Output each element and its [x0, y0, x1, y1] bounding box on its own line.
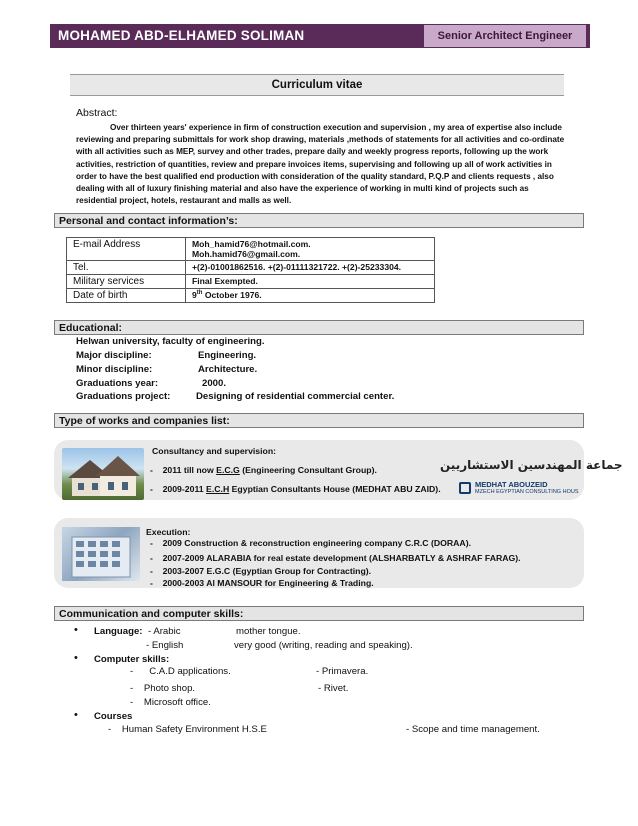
house-photo [62, 448, 144, 500]
bullet: • [74, 624, 78, 636]
language-name: - English [146, 640, 184, 651]
item-text: 2000-2003 Al MANSOUR for Engineering & Trading. [162, 578, 374, 588]
course-item: - Human Safety Environment H.S.E [108, 724, 267, 735]
item-text: 2003-2007 E.G.C (Egyptian Group for Contracting). [162, 566, 372, 576]
skill-item: - Rivet. [318, 683, 349, 694]
section-education: Educational: [54, 320, 584, 335]
list-item: - 2003-2007 E.G.C (Egyptian Group for Contracting). [150, 566, 372, 576]
language-level: very good (writing, reading and speaking). [234, 640, 413, 651]
table-row [67, 238, 435, 261]
building-photo [62, 527, 140, 581]
abstract-label: Abstract: [76, 107, 118, 119]
section-communication: Communication and computer skills: [54, 606, 584, 621]
ecg-logo: جماعة المهندسين الاستشاريين [440, 458, 623, 472]
abstract-text: Over thirteen years' experience in firm of construction execution and supervision , my area of expertise also include reviewing and preparing submittals for work shop drawing, materials ,methods of statements for all activities and co-ordinate with all activities such as MEP, survey and other trades, prepare daily and weekly progress reports, following up the work activities, restriction of quantities, review and prepare invoices items, supervising and following up all of work activities in order to have the best qualified end production with consideration of the quality standard, P.Q.P and clients requests , also dealing with all of luxury finishing material and also have the experience of working in multi kind of projects such as residential project, hotels, restaurant and malls as well. [76, 123, 565, 206]
course-text: Human Safety Environment H.S.E [121, 724, 267, 735]
dash: - [150, 465, 153, 475]
list-item [150, 465, 377, 475]
ech-logo-sub: MZECH EGYPTIAN CONSULTING HOUS [475, 489, 579, 495]
skill-item: - Primavera. [316, 666, 369, 677]
section-personal: Personal and contact information’s: [54, 213, 584, 228]
tel-value: +(2)-01001862516. +(2)-01111321722. +(2)-25233304. [186, 261, 435, 275]
email-key: E-mail Address [67, 238, 186, 261]
email-value [186, 238, 435, 261]
company-abbr: E.C.G [216, 465, 240, 475]
table-row [67, 261, 435, 275]
email-primary: Moh_hamid76@hotmail.com. [192, 239, 311, 249]
edu-label: Minor discipline: [76, 364, 153, 375]
military-key: Military services [67, 275, 186, 289]
bullet: • [74, 709, 78, 721]
list-item: - 2000-2003 Al MANSOUR for Engineering & Trading. [150, 578, 374, 588]
skill-text: C.A.D applications. [149, 666, 231, 677]
military-value: Final Exempted. [186, 275, 435, 289]
item-text: (Engineering Consultant Group). [239, 465, 377, 475]
skill-item: - Microsoft office. [130, 697, 211, 708]
job-title-badge: Senior Architect Engineer [424, 25, 586, 47]
table-row [67, 289, 435, 303]
list-item [150, 484, 441, 494]
ech-logo-mark [459, 482, 471, 494]
consultancy-heading: Consultancy and supervision: [152, 446, 277, 456]
language-name: - Arabic [148, 626, 181, 637]
table-row [67, 275, 435, 289]
item-text: Egyptian Consultants House (MEDHAT ABU ZAID). [229, 484, 441, 494]
item-text: 2007-2009 ALARABIA for real estate development (ALSHARBATLY & ASHRAF FARAG). [162, 553, 521, 563]
bullet: • [74, 652, 78, 664]
item-text: 2011 till now [162, 465, 217, 475]
dash: - [150, 484, 153, 494]
edu-label: Major discipline: [76, 350, 152, 361]
dob-value [186, 289, 435, 303]
ech-logo-text: MEDHAT ABOUZEID [475, 480, 548, 489]
edu-value: Engineering. [198, 350, 257, 361]
edu-value: Designing of residential commercial center. [196, 391, 395, 402]
skill-item: - C.A.D applications. [130, 666, 231, 677]
skill-text: Photo shop. [143, 683, 196, 694]
dob-suffix: th [196, 290, 203, 297]
ech-logo [459, 480, 579, 498]
edu-label: Graduations project: [76, 391, 171, 402]
email-secondary: Moh.hamid76@gmail.com. [192, 249, 301, 259]
courses-label: Courses [94, 711, 133, 722]
edu-label: Graduations year: [76, 378, 159, 389]
personal-info-table [66, 237, 435, 303]
skill-item: - Photo shop. [130, 683, 196, 694]
dob-rest: October 1976. [202, 290, 262, 300]
item-text: 2009 Construction & reconstruction engineering company C.R.C (DORAA). [162, 538, 472, 548]
edu-value: 2000. [202, 378, 227, 389]
computer-label: Computer skills: [94, 654, 170, 665]
dob-key: Date of birth [67, 289, 186, 303]
list-item: - 2007-2009 ALARABIA for real estate development (ALSHARBATLY & ASHRAF FARAG). [150, 553, 521, 563]
course-item: - Scope and time management. [406, 724, 540, 735]
skill-text: Microsoft office. [143, 697, 211, 708]
document-title: Curriculum vitae [70, 74, 564, 96]
dob-day: 9 [192, 290, 197, 300]
section-works: Type of works and companies list: [54, 413, 584, 428]
item-text: 2009-2011 [162, 484, 207, 494]
edu-value: Architecture. [198, 364, 258, 375]
tel-key: Tel. [67, 261, 186, 275]
candidate-name: MOHAMED ABD-ELHAMED SOLIMAN [58, 28, 305, 43]
language-level: mother tongue. [236, 626, 301, 637]
list-item: - 2009 Construction & reconstruction engineering company C.R.C (DORAA). [150, 538, 472, 548]
execution-heading: Execution: [146, 527, 191, 537]
language-label: Language: [94, 626, 143, 637]
university: Helwan university, faculty of engineering. [76, 336, 265, 347]
company-abbr: E.C.H [206, 484, 230, 494]
